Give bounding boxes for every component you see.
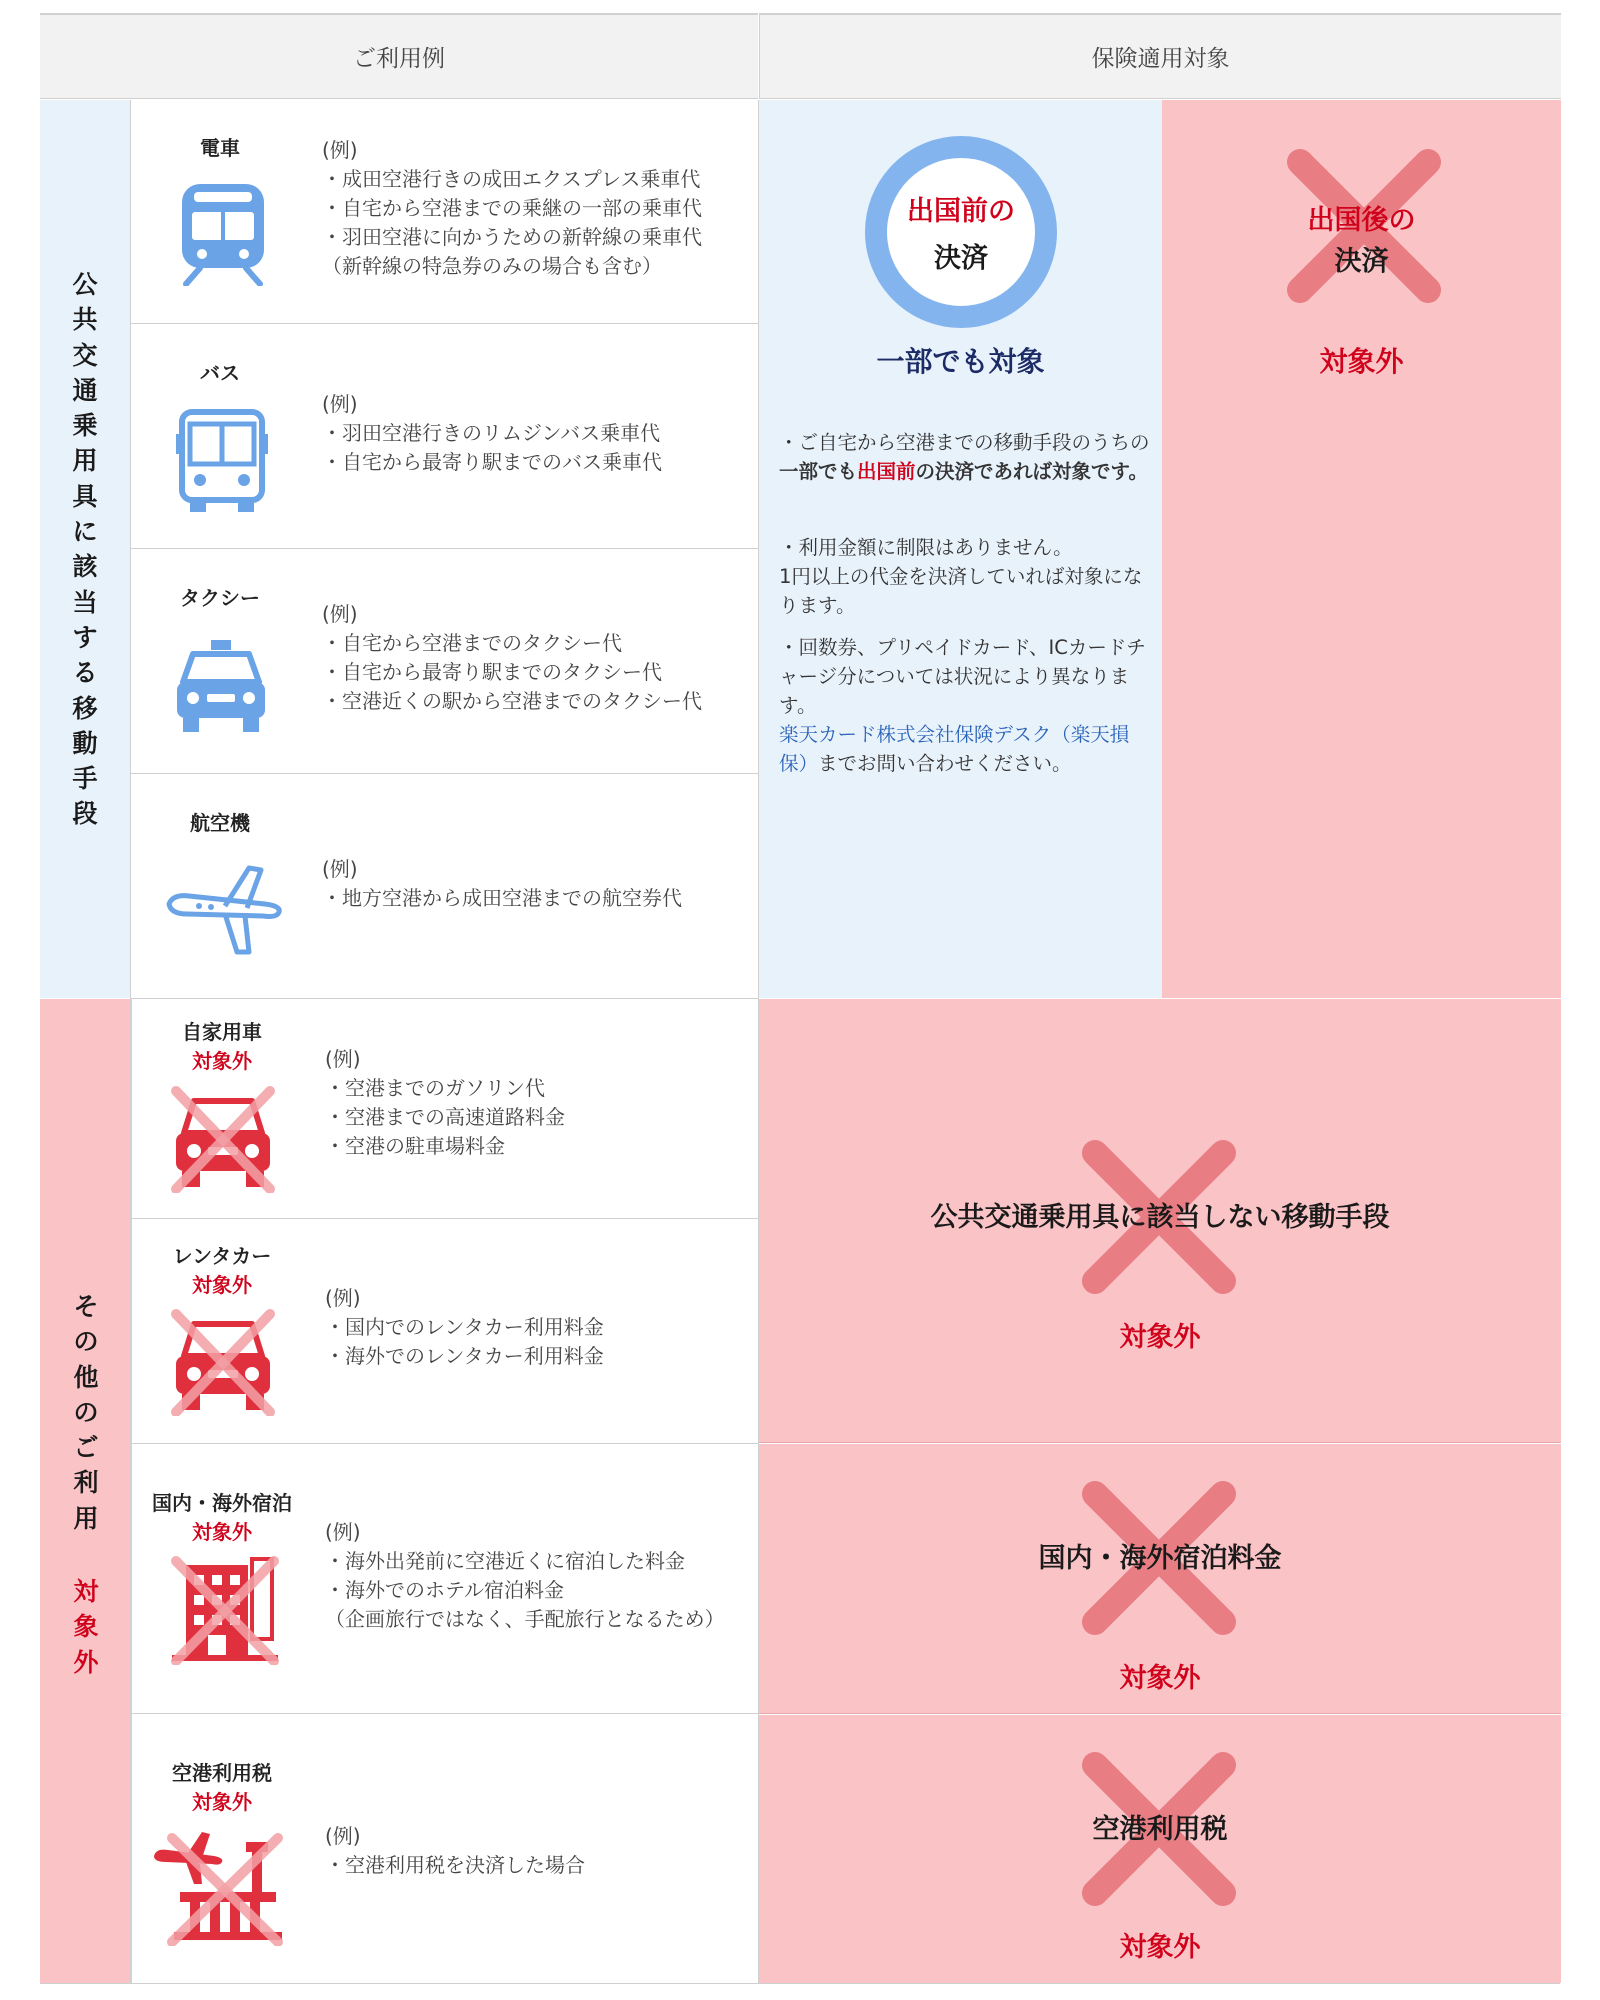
airport-icon [150,1828,286,1946]
train-icon [178,182,268,286]
circle-line2: 決済 [934,243,988,274]
examples-taxi: (例) ・自宅から空港までのタクシー代 ・自宅から最寄り駅までのタクシー代 ・空港近くの駅から空港までのタクシー代 [322,602,702,713]
row-divider [130,548,759,549]
public-label-char: 具 [72,481,98,511]
header-coverage [759,13,1561,99]
result-excluded: 対象外 [1119,1932,1201,1963]
other-excluded-char: 象 [73,1612,99,1642]
item-name-train: 電車 [200,136,240,160]
note-1-bold2: の決済であれば対象です。 [915,460,1148,483]
public-label-char: に [72,517,98,547]
note-3-text: ・回数券、プリペイドカード、ICカードチャージ分については状況により異なります。 [779,636,1146,717]
result-title: 公共交通乗用具に該当しない移動手段 [930,1202,1390,1233]
header-example-label: ご利用例 [353,46,445,72]
other-label-char: 他 [73,1362,99,1392]
public-category-band [40,100,130,998]
other-category-excluded [40,1574,132,1680]
public-category-label [40,267,130,832]
public-label-char: 動 [72,728,98,758]
examples-airplane: (例) ・地方空港から成田空港までの航空券代 [322,857,682,910]
car-icon [170,1085,276,1193]
public-label-char: 公 [72,270,98,299]
other-label-char: の [73,1327,99,1357]
other-excluded-char: 外 [73,1647,99,1677]
public-label-char: す [72,622,98,652]
item-name-car: 自家用車 [182,1020,262,1044]
item-name-airport-tax: 空港利用税 [172,1761,272,1785]
examples-car: (例) ・空港までのガソリン代 ・空港までの高速道路料金 ・空港の駐車場料金 [325,1047,565,1158]
other-category-label [40,1289,132,1536]
airplane-icon [165,864,283,956]
after-excluded: 対象外 [1319,345,1404,378]
after-departure-cell [1162,100,1561,998]
insurance-desk-link[interactable]: 楽天カード株式会社保険デスク（楽天損保） [779,723,1130,775]
bus-icon [172,408,272,514]
other-label-char: 利 [73,1468,99,1498]
public-label-char: る [72,658,98,688]
other-label-char: 用 [73,1503,99,1533]
examples-airport-tax: (例) ・空港利用税を決済した場合 [325,1824,585,1877]
public-label-char: 通 [72,375,98,405]
taxi-icon [173,638,269,734]
public-label-char: 該 [72,552,98,582]
item-status-airport-tax: 対象外 [192,1790,252,1814]
note-1-red: 出国前 [857,460,916,483]
circle-line1: 出国前の [907,196,1015,227]
public-label-char: 乗 [72,411,98,441]
item-name-hotel: 国内・海外宿泊 [152,1491,292,1515]
result-lodging [759,1444,1561,1714]
after-line2: 決済 [1334,246,1389,277]
header-example [40,13,758,99]
public-label-char: 交 [72,340,98,370]
note-1 [779,428,1151,486]
item-name-rental-car: レンタカー [172,1244,272,1268]
other-excluded-char: 対 [73,1577,99,1606]
note-3 [779,633,1151,778]
public-label-char: 移 [72,693,98,723]
other-label-char: そ [73,1292,99,1321]
examples-train: (例) ・成田空港行きの成田エクスプレス乗車代 ・自宅から空港までの乗継の一部の乗車代 ・羽田空港に向かうための新幹線の乗車代 （新幹線の特急券のみの場合も含む） [322,138,702,278]
item-name-airplane: 航空機 [190,811,250,835]
row-divider [130,1218,759,1219]
header-coverage-label: 保険適用対象 [1091,46,1230,72]
hotel-icon [170,1555,280,1665]
result-title: 国内・海外宿泊料金 [1038,1543,1282,1574]
result-airport-tax [759,1715,1561,1983]
covered-label: 一部でも対象 [876,345,1045,378]
public-label-char: 当 [72,587,98,617]
after-line1: 出国後の [1307,205,1416,236]
item-name-bus: バス [200,361,240,385]
public-label-char: 段 [72,799,98,829]
result-excluded: 対象外 [1119,1322,1201,1353]
public-label-char: 手 [72,764,98,794]
other-label-char: ご [73,1433,99,1463]
result-title: 空港利用税 [1092,1814,1228,1845]
note-2: ・利用金額に制限はありません。 1円以上の代金を決済していれば対象になります。 [779,536,1143,617]
item-status-rental-car: 対象外 [192,1273,252,1297]
other-label-char: の [73,1397,99,1427]
row-divider [130,323,759,324]
row-divider [130,998,759,999]
public-label-char: 用 [72,446,98,476]
note-1-bold1: 一部でも [779,460,858,483]
examples-hotel: (例) ・海外出発前に空港近くに宿泊した料金 ・海外でのホテル宿泊料金 （企画旅行ではなく、手配旅行となるため） [325,1520,725,1631]
item-name-taxi: タクシー [180,586,260,610]
result-non-public-transport [759,999,1561,1443]
note-3-post: までお問い合わせください。 [818,752,1072,775]
item-status-car: 対象外 [192,1049,252,1073]
rental-car-icon [170,1308,276,1416]
row-divider [130,1713,759,1714]
bottom-border [40,1983,1560,1984]
row-divider [130,773,759,774]
other-category-band [40,999,132,1984]
note-1-pre: ・ご自宅から空港までの移動手段のうちの [779,431,1150,454]
item-status-hotel: 対象外 [192,1520,252,1544]
before-departure-cell [759,100,1162,998]
covered-circle-icon [865,136,1057,328]
result-excluded: 対象外 [1119,1663,1201,1694]
examples-bus: (例) ・羽田空港行きのリムジンバス乗車代 ・自宅から最寄り駅までのバス乗車代 [322,392,662,474]
row-divider [130,1443,759,1444]
public-label-char: 共 [72,305,98,335]
examples-rental-car: (例) ・国内でのレンタカー利用料金 ・海外でのレンタカー利用料金 [325,1286,604,1368]
